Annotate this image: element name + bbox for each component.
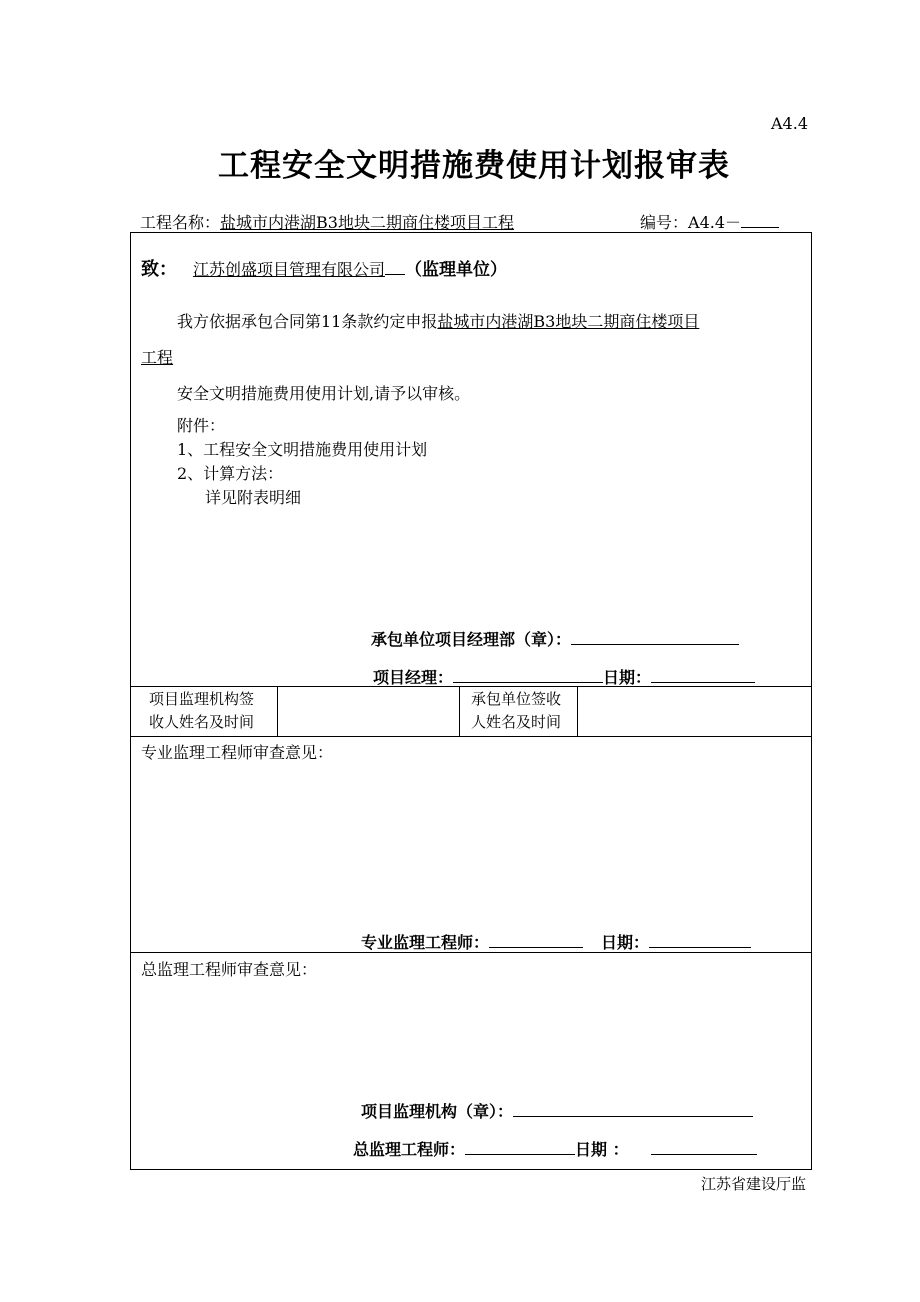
specialist-engineer-row [361,930,751,953]
chief-date-blank[interactable] [651,1140,757,1155]
para1-project-cont: 工程 [141,348,174,367]
project-manager-row [373,665,755,688]
to-label: 致： [141,259,177,280]
divider [131,736,811,737]
supervision-org-blank[interactable] [513,1102,753,1117]
pm-date-label: 日期： [603,668,652,687]
attachment-2: 2、计算方法： [177,464,284,483]
supervisor-receipt-field[interactable] [278,687,458,735]
contractor-dept-row [371,627,739,650]
form-number-value: A4.4－ [688,213,742,232]
contractor-receipt-label-line2: 人姓名及时间 [471,713,562,731]
form-code: A4.4 [771,114,808,133]
application-paragraph [177,309,699,332]
project-manager-label: 项目经理： [373,668,454,687]
contractor-dept-label: 承包单位项目经理部（章）： [371,630,572,649]
attachment-label: 附件： [177,416,226,435]
supervisor-receipt-label-line2: 收人姓名及时间 [149,713,255,731]
supervisor-receipt-label [149,688,254,734]
chief-engineer-blank[interactable] [465,1140,575,1155]
specialist-date-blank[interactable] [649,933,751,948]
specialist-opinion-label: 专业监理工程师审查意见： [141,743,334,762]
project-name-row [140,210,514,233]
footer-issuer: 江苏省建设厅监 [700,1175,806,1193]
specialist-engineer-label: 专业监理工程师： [361,933,490,952]
attachment-1: 1、工程安全文明措施费用使用计划 [177,440,428,459]
chief-date-label: 日期 ： [575,1140,629,1159]
para2: 安全文明措施费用使用计划,请予以审核。 [177,384,471,403]
project-name-value: 盐城市内港湖B3地块二期商住楼项目工程 [220,213,514,232]
divider [131,952,811,953]
contractor-receipt-label-line1: 承包单位签收 [471,690,562,708]
supervision-org-row [361,1099,753,1122]
chief-engineer-row [353,1137,757,1160]
form-table [130,232,812,1170]
pm-date-blank[interactable] [651,668,755,683]
supervision-org-label: 项目监理机构（章）： [361,1102,514,1121]
project-name-label: 工程名称： [140,213,221,232]
contractor-dept-blank[interactable] [571,630,739,645]
form-number-row [640,210,779,233]
page-title: 工程安全文明措施费使用计划报审表 [218,148,730,184]
supervisor-receipt-label-line1: 项目监理机构签 [149,690,255,708]
addressee-unit: 江苏创盛项目管理有限公司 [193,260,386,279]
addressee-blank [385,260,405,275]
specialist-date-label: 日期： [601,933,650,952]
para1-project: 盐城市内港湖B3地块二期商住楼项目 [437,312,700,331]
project-manager-blank[interactable] [453,668,603,683]
contractor-receipt-field[interactable] [578,687,812,735]
para1-prefix: 我方依据承包合同第11条款约定申报 [177,312,438,331]
form-number-label: 编号： [640,213,689,232]
chief-engineer-label: 总监理工程师： [353,1140,466,1159]
divider [459,686,460,736]
addressee-row [141,255,507,281]
specialist-engineer-blank[interactable] [489,933,583,948]
contractor-receipt-label [471,688,561,734]
attachment-2-detail: 详见附表明细 [205,488,302,507]
addressee-role: （监理单位） [405,260,508,280]
form-number-blank[interactable] [741,213,779,228]
chief-opinion-label: 总监理工程师审查意见： [141,960,318,979]
